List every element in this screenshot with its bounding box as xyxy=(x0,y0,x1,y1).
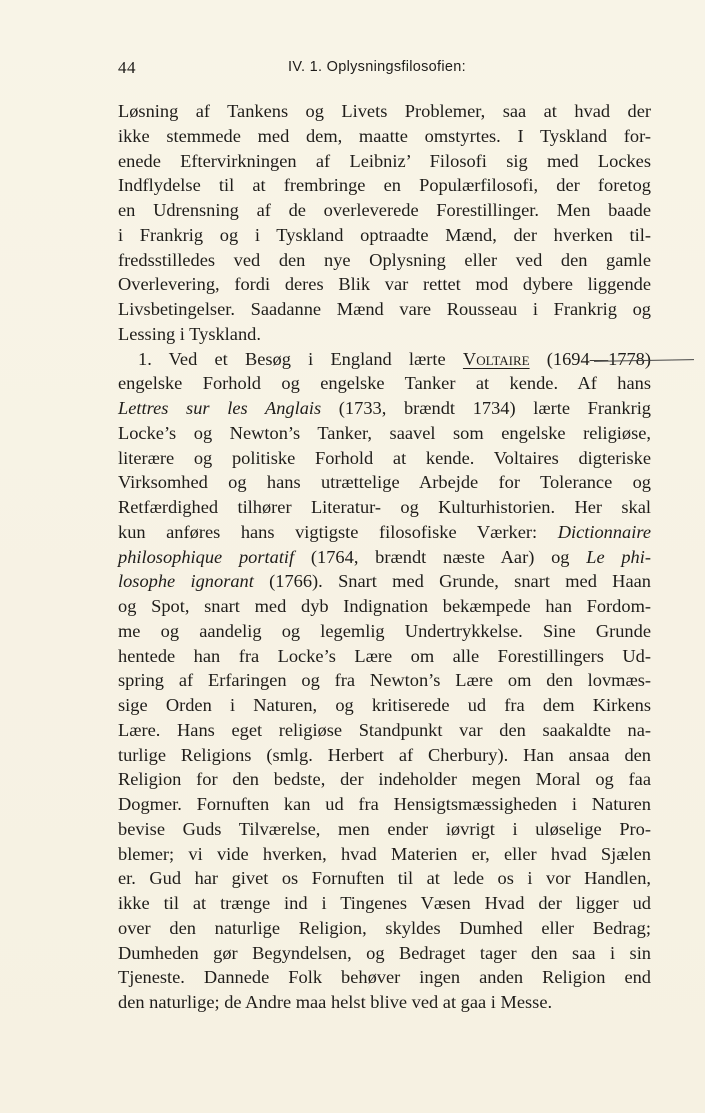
text-line xyxy=(118,569,651,594)
text-line: spring af Erfaringen og fra Newton’s Lære om den lovmæs- xyxy=(118,670,651,691)
text-line: Tjeneste. Dannede Folk behøver ingen anden Religion end xyxy=(118,967,651,988)
book-title: Lettres sur les Anglais xyxy=(118,398,322,418)
paragraph-2 xyxy=(118,347,651,1015)
text-line: i Frankrig og i Tyskland optraadte Mænd, der hverken til- xyxy=(118,224,651,245)
text-line: den naturlige; de Andre maa helst blive ved at gaa i Messe. xyxy=(118,992,553,1012)
text-run: 1. Ved et Besøg i England lærte xyxy=(138,348,463,369)
text-line: Dogmer. Fornuften kan ud fra Hensigtsmæssigheden i Naturen xyxy=(118,794,651,814)
text-run: kun anføres hans vigtigste filosofiske Værker: xyxy=(118,521,558,542)
text-line xyxy=(118,347,651,372)
book-title: Le phi- xyxy=(586,546,651,567)
page-number: 44 xyxy=(118,58,136,77)
text-line: Indflydelse til at frembringe en Populærfilosofi, der foretog xyxy=(118,175,651,196)
text-line: Løsning af Tankens og Livets Problemer, saa at hvad der xyxy=(118,101,651,121)
book-title: losophe ignorant xyxy=(118,571,254,592)
text-line: Lessing i Tyskland. xyxy=(118,323,261,344)
voltaire-name: Voltaire xyxy=(462,348,530,369)
text-run: (1694—1778) xyxy=(529,348,651,369)
text-line: enede Eftervirkningen af Leibniz’ Filosofi sig med Lockes xyxy=(118,150,651,171)
text-line: hentede han fra Locke’s Lære om alle Forestillingers Ud- xyxy=(118,645,651,666)
text-line: over den naturlige Religion, skyldes Dumhed eller Bedrag; xyxy=(118,917,651,938)
book-title: philosophique portatif xyxy=(118,546,295,567)
text-line: Livsbetingelser. Saadanne Mænd vare Rousseau i Frankrig og xyxy=(118,299,651,319)
text-line: sige Orden i Naturen, og kritiserede ud fra dem Kirkens xyxy=(118,695,651,715)
text-line: engelske Forhold og engelske Tanker at kende. Af hans xyxy=(118,373,651,394)
text-line: me og aandelig og legemlig Undertrykkelse. Sine Grunde xyxy=(118,620,651,641)
text-run: (1764, brændt næste Aar) og xyxy=(294,546,587,567)
text-line: er. Gud har givet os Fornuften til at lede os i vor Handlen, xyxy=(118,868,651,889)
text-line: blemer; vi vide hverken, hvad Materien er, eller hvad Sjælen xyxy=(118,843,651,864)
text-line: fredsstilledes ved den nye Oplysning eller ved den gamle xyxy=(118,249,651,270)
text-run: (1733, brændt 1734) lærte Frankrig xyxy=(321,398,651,418)
text-line: en Udrensning af de overleverede Forestillinger. Men baade xyxy=(118,200,651,220)
text-line: og Spot, snart med dyb Indignation bekæmpede han Fordom- xyxy=(118,596,651,616)
text-run: (1766). Snart med Grunde, snart med Haan xyxy=(253,571,651,592)
text-line: literære og politiske Forhold at kende. Voltaires digteriske xyxy=(118,447,651,468)
text-line: bevise Guds Tilværelse, men ender iøvrigt i uløselige Pro- xyxy=(118,818,651,839)
text-line: ikke til at trænge ind i Tingenes Væsen Hvad der ligger ud xyxy=(118,893,651,913)
text-line: ikke stemmede med dem, maatte omstyrtes. I Tyskland for- xyxy=(118,125,651,146)
paragraph-1 xyxy=(118,99,651,347)
book-title: Dictionnaire xyxy=(557,521,651,542)
text-line: Dumheden gør Begyndelsen, og Bedraget tager den saa i sin xyxy=(118,942,651,963)
text-line xyxy=(118,396,651,421)
text-line xyxy=(118,520,651,545)
text-line: Retfærdighed tilhører Literatur- og Kulturhistorien. Her skal xyxy=(118,497,651,517)
page-header xyxy=(118,58,653,84)
text-line: Virksomhed og hans utrættelige Arbejde for Tolerance og xyxy=(118,472,651,493)
running-head: IV. 1. Oplysningsfilosofien: xyxy=(288,59,466,75)
text-line: Overlevering, fordi deres Blik var rettet mod dybere liggende xyxy=(118,274,651,295)
text-line: Lære. Hans eget religiøse Standpunkt var den saakaldte na- xyxy=(118,719,651,740)
text-line: Religion for den bedste, der indeholder megen Moral og faa xyxy=(118,769,651,790)
body-text xyxy=(118,99,651,1015)
text-line: turlige Religions (smlg. Herbert af Cherbury). Han ansaa den xyxy=(118,744,651,765)
text-line: Locke’s og Newton’s Tanker, saavel som engelske religiøse, xyxy=(118,422,651,443)
text-line xyxy=(118,545,651,570)
